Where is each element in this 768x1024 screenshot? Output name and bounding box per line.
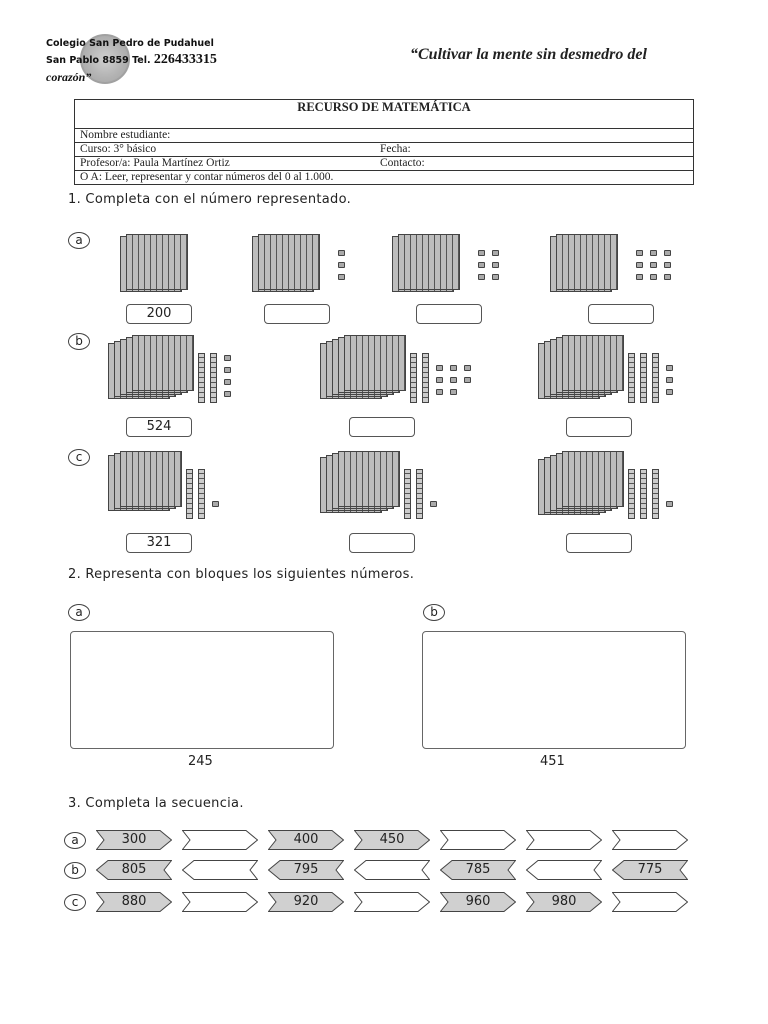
chevron-arrow-shape xyxy=(526,830,602,850)
contact-field: Contacto: xyxy=(375,157,694,171)
chevron-arrow-shape xyxy=(526,860,602,880)
sequence-cell-empty[interactable] xyxy=(182,830,258,850)
unit-cube xyxy=(650,250,657,256)
chevron-arrow-shape xyxy=(354,860,430,880)
sequence-cell xyxy=(526,892,602,912)
unit-cube xyxy=(224,367,231,373)
sequence-value: 920 xyxy=(293,894,319,909)
student-name-field: Nombre estudiante: xyxy=(75,129,694,143)
sequence-value: 775 xyxy=(637,862,663,877)
unit-cube xyxy=(436,365,443,371)
unit-cube xyxy=(666,365,673,371)
hundred-block xyxy=(126,234,188,290)
sequence-cell xyxy=(96,860,172,880)
q1-answer-box[interactable]: 200 xyxy=(126,304,192,324)
unit-cube xyxy=(636,274,643,280)
sequence-cell xyxy=(268,830,344,850)
chevron-arrow-shape xyxy=(182,892,258,912)
unit-cube xyxy=(636,262,643,268)
sequence-cell-empty[interactable] xyxy=(182,892,258,912)
school-header xyxy=(46,36,217,85)
unit-cube xyxy=(464,365,471,371)
ten-rod xyxy=(210,353,217,403)
unit-cube xyxy=(650,262,657,268)
motto-continuation: corazón” xyxy=(46,70,92,84)
unit-cube xyxy=(664,250,671,256)
sequence-cell-empty[interactable] xyxy=(354,892,430,912)
unit-cube xyxy=(664,274,671,280)
hundred-block xyxy=(132,335,194,391)
unit-cube xyxy=(338,274,345,280)
q2-number-a: 245 xyxy=(188,754,213,769)
unit-cube xyxy=(450,365,457,371)
info-table xyxy=(74,99,694,185)
chevron-arrow-shape xyxy=(182,830,258,850)
ten-rod xyxy=(404,469,411,519)
unit-cube xyxy=(436,377,443,383)
unit-cube xyxy=(450,389,457,395)
q3-row-label-a: a xyxy=(64,832,86,849)
sequence-cell-empty[interactable] xyxy=(182,860,258,880)
unit-cube xyxy=(224,355,231,361)
q3-row-label-b: b xyxy=(64,862,86,879)
sequence-cell-empty[interactable] xyxy=(612,830,688,850)
ten-rod xyxy=(652,469,659,519)
ten-rod xyxy=(186,469,193,519)
q3-row-label-c: c xyxy=(64,894,86,911)
school-address: San Pablo 8859 Tel. xyxy=(46,55,151,66)
sequence-value: 880 xyxy=(121,894,147,909)
ten-rod xyxy=(628,469,635,519)
unit-cube xyxy=(492,262,499,268)
unit-cube xyxy=(478,274,485,280)
sequence-cell xyxy=(268,860,344,880)
q2-number-b: 451 xyxy=(540,754,565,769)
ten-rod xyxy=(410,353,417,403)
unit-cube xyxy=(666,501,673,507)
sequence-value: 795 xyxy=(293,862,319,877)
sequence-cell xyxy=(96,830,172,850)
hundred-block xyxy=(562,335,624,391)
ten-rod xyxy=(198,353,205,403)
unit-cube xyxy=(338,250,345,256)
school-motto: “Cultivar la mente sin desmedro del xyxy=(410,46,647,63)
sequence-cell-empty[interactable] xyxy=(526,830,602,850)
ten-rod xyxy=(422,353,429,403)
sequence-cell xyxy=(268,892,344,912)
unit-cube xyxy=(650,274,657,280)
ten-rod xyxy=(416,469,423,519)
sequence-cell xyxy=(612,860,688,880)
sequence-cell xyxy=(354,830,430,850)
q2-label-b: b xyxy=(423,604,445,621)
objective-field: O A: Leer, representar y contar números del 0 al 1.000. xyxy=(75,171,694,185)
chevron-arrow-shape xyxy=(182,860,258,880)
sequence-value: 805 xyxy=(121,862,147,877)
unit-cube xyxy=(666,389,673,395)
unit-cube xyxy=(464,377,471,383)
unit-cube xyxy=(224,391,231,397)
q1-answer-box[interactable] xyxy=(566,417,632,437)
unit-cube xyxy=(478,250,485,256)
q2-answer-box-a[interactable] xyxy=(70,631,334,749)
hundred-block xyxy=(398,234,460,290)
sequence-cell xyxy=(440,860,516,880)
q1-answer-box[interactable] xyxy=(588,304,654,324)
q1-answer-box[interactable] xyxy=(566,533,632,553)
question-1-text: 1. Completa con el número representado. xyxy=(68,192,352,207)
q1-row-label-b: b xyxy=(68,333,90,350)
unit-cube xyxy=(478,262,485,268)
teacher-field: Profesor/a: Paula Martínez Ortiz xyxy=(75,157,376,171)
q2-label-a: a xyxy=(68,604,90,621)
unit-cube xyxy=(664,262,671,268)
sequence-value: 450 xyxy=(379,832,405,847)
ten-rod xyxy=(628,353,635,403)
hundred-block xyxy=(258,234,320,290)
unit-cube xyxy=(492,250,499,256)
ten-rod xyxy=(640,353,647,403)
chevron-arrow-shape xyxy=(440,830,516,850)
hundred-block xyxy=(562,451,624,507)
ten-rod xyxy=(640,469,647,519)
ten-rod xyxy=(652,353,659,403)
q1-answer-box[interactable] xyxy=(416,304,482,324)
unit-cube xyxy=(666,377,673,383)
q2-answer-box-b[interactable] xyxy=(422,631,686,749)
q1-row-label-c: c xyxy=(68,449,90,466)
hundred-block xyxy=(556,234,618,290)
sequence-value: 960 xyxy=(465,894,491,909)
course-field: Curso: 3° básico xyxy=(75,143,376,157)
sequence-value: 400 xyxy=(293,832,319,847)
question-3-text: 3. Completa la secuencia. xyxy=(68,796,244,811)
sequence-value: 980 xyxy=(551,894,577,909)
q1-answer-box[interactable] xyxy=(349,417,415,437)
hundred-block xyxy=(338,451,400,507)
date-field: Fecha: xyxy=(375,143,694,157)
sequence-cell xyxy=(96,892,172,912)
unit-cube xyxy=(436,389,443,395)
sequence-value: 785 xyxy=(465,862,491,877)
unit-cube xyxy=(430,501,437,507)
school-name: Colegio San Pedro de Pudahuel xyxy=(46,38,214,49)
q1-answer-box[interactable]: 321 xyxy=(126,533,192,553)
unit-cube xyxy=(450,377,457,383)
q1-answer-box[interactable] xyxy=(349,533,415,553)
sequence-value: 300 xyxy=(121,832,147,847)
q1-row-label-a: a xyxy=(68,232,90,249)
chevron-arrow-shape xyxy=(612,830,688,850)
sequence-cell xyxy=(440,892,516,912)
hundred-block xyxy=(120,451,182,507)
unit-cube xyxy=(224,379,231,385)
chevron-arrow-shape xyxy=(354,892,430,912)
unit-cube xyxy=(338,262,345,268)
q1-answer-box[interactable]: 524 xyxy=(126,417,192,437)
worksheet-title: RECURSO DE MATEMÁTICA xyxy=(75,100,694,129)
school-phone: 226433315 xyxy=(153,52,217,67)
sequence-cell-empty[interactable] xyxy=(526,860,602,880)
unit-cube xyxy=(212,501,219,507)
sequence-cell-empty[interactable] xyxy=(354,860,430,880)
sequence-cell-empty[interactable] xyxy=(612,892,688,912)
unit-cube xyxy=(492,274,499,280)
ten-rod xyxy=(198,469,205,519)
chevron-arrow-shape xyxy=(612,892,688,912)
question-2-text: 2. Representa con bloques los siguientes números. xyxy=(68,567,415,582)
unit-cube xyxy=(636,250,643,256)
q1-answer-box[interactable] xyxy=(264,304,330,324)
sequence-cell-empty[interactable] xyxy=(440,830,516,850)
hundred-block xyxy=(344,335,406,391)
